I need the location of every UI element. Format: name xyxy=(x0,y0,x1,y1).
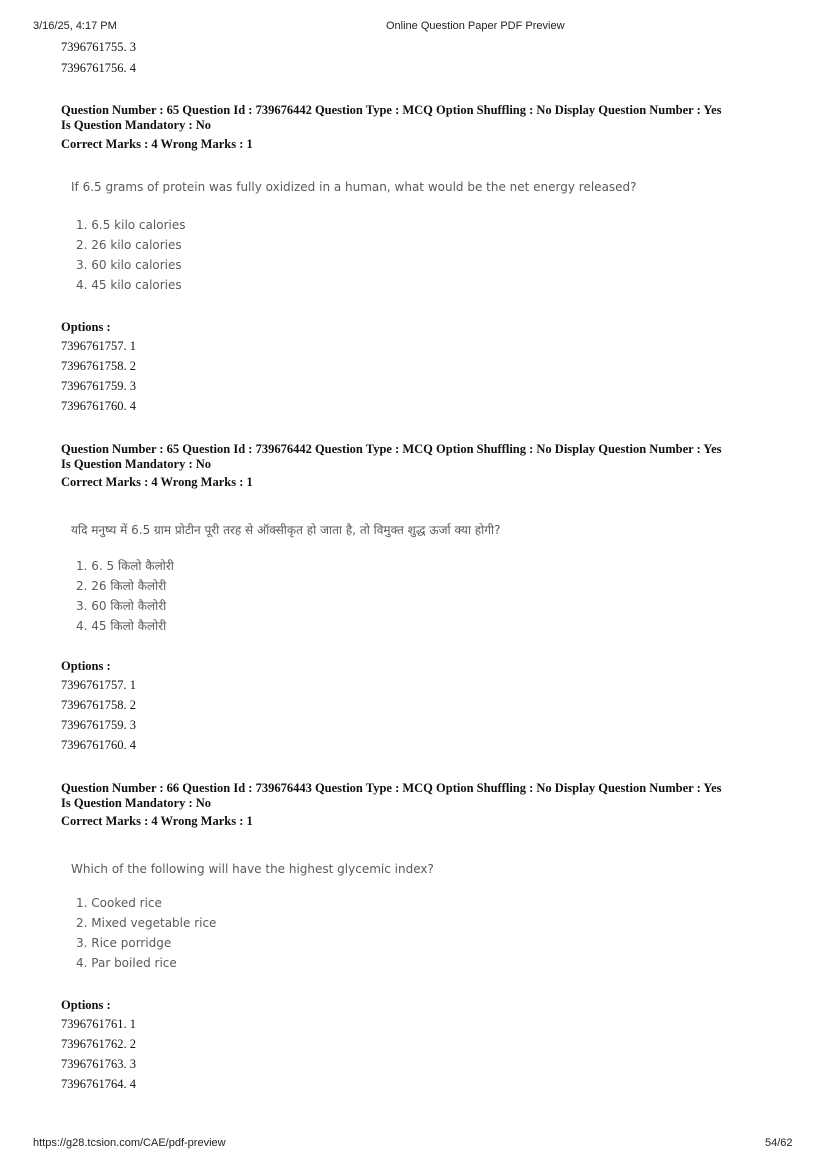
question-meta: Question Number : 65 Question Id : 739676442 Question Type : MCQ Option Shuffling : No Display Question Number : Yes xyxy=(61,103,722,117)
options-label: Options : xyxy=(61,659,111,673)
answer-choice: 1. Cooked rice xyxy=(76,896,162,910)
option-line: 7396761758. 2 xyxy=(61,359,136,373)
answer-choice: 3. 60 किलो कैलोरी xyxy=(76,599,167,613)
answer-choice: 1. 6.5 kilo calories xyxy=(76,218,186,232)
options-label: Options : xyxy=(61,320,111,334)
question-text: Which of the following will have the highest glycemic index? xyxy=(71,862,434,876)
page-number: 54/62 xyxy=(765,1137,793,1149)
answer-choice: 3. 60 kilo calories xyxy=(76,258,182,272)
answer-choice: 4. Par boiled rice xyxy=(76,956,177,970)
option-line: 7396761757. 1 xyxy=(61,678,136,692)
option-line: 7396761764. 4 xyxy=(61,1077,136,1091)
option-line: 7396761761. 1 xyxy=(61,1017,136,1031)
option-line: 7396761757. 1 xyxy=(61,339,136,353)
option-line: 7396761760. 4 xyxy=(61,399,136,413)
question-mandatory: Is Question Mandatory : No xyxy=(61,118,212,132)
question-meta: Question Number : 66 Question Id : 739676443 Question Type : MCQ Option Shuffling : No Display Question Number : Yes xyxy=(61,781,722,795)
print-title: Online Question Paper PDF Preview xyxy=(386,20,565,32)
option-line: 7396761763. 3 xyxy=(61,1057,136,1071)
answer-choice: 2. Mixed vegetable rice xyxy=(76,916,217,930)
answer-choice: 3. Rice porridge xyxy=(76,936,172,950)
question-text: यदि मनुष्य में 6.5 ग्राम प्रोटीन पूरी तरह से ऑक्सीकृत हो जाता है, तो विमुक्त शुद्ध ऊर्जा क्या होगी? xyxy=(71,523,501,537)
option-line: 7396761755. 3 xyxy=(61,40,136,54)
answer-choice: 1. 6. 5 किलो कैलोरी xyxy=(76,559,174,573)
options-label: Options : xyxy=(61,998,111,1012)
answer-choice: 4. 45 किलो कैलोरी xyxy=(76,619,167,633)
option-line: 7396761758. 2 xyxy=(61,698,136,712)
page-url: https://g28.tcsion.com/CAE/pdf-preview xyxy=(33,1137,226,1149)
question-meta: Question Number : 65 Question Id : 739676442 Question Type : MCQ Option Shuffling : No Display Question Number : Yes xyxy=(61,442,722,456)
print-datetime: 3/16/25, 4:17 PM xyxy=(33,20,117,32)
answer-choice: 2. 26 किलो कैलोरी xyxy=(76,579,167,593)
question-mandatory: Is Question Mandatory : No xyxy=(61,796,212,810)
answer-choice: 2. 26 kilo calories xyxy=(76,238,182,252)
question-mandatory: Is Question Mandatory : No xyxy=(61,457,212,471)
option-line: 7396761760. 4 xyxy=(61,738,136,752)
option-line: 7396761759. 3 xyxy=(61,379,136,393)
question-marks: Correct Marks : 4 Wrong Marks : 1 xyxy=(61,475,253,489)
question-marks: Correct Marks : 4 Wrong Marks : 1 xyxy=(61,137,253,151)
option-line: 7396761762. 2 xyxy=(61,1037,136,1051)
answer-choice: 4. 45 kilo calories xyxy=(76,278,182,292)
question-marks: Correct Marks : 4 Wrong Marks : 1 xyxy=(61,814,253,828)
option-line: 7396761756. 4 xyxy=(61,61,136,75)
question-text: If 6.5 grams of protein was fully oxidized in a human, what would be the net energy released? xyxy=(71,180,637,194)
option-line: 7396761759. 3 xyxy=(61,718,136,732)
